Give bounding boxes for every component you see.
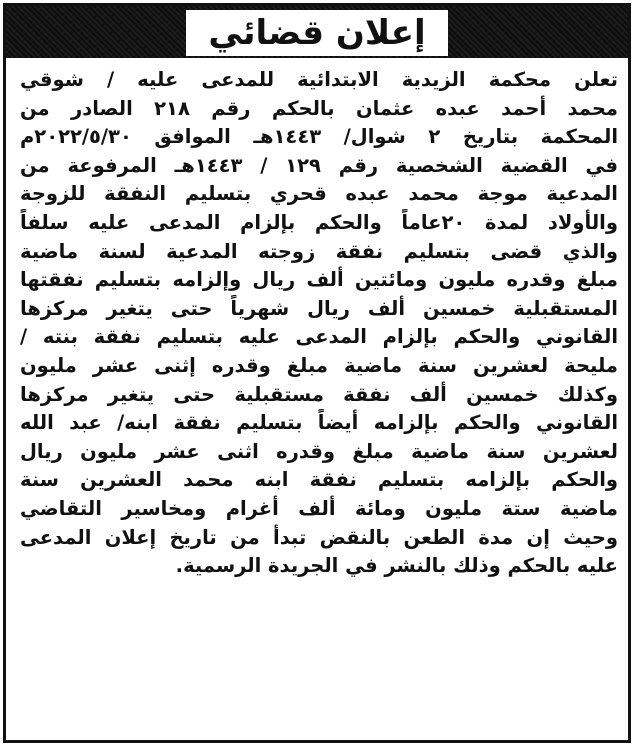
body-line: لعشرين سنة ماضية مبلغ وقدره اثنى عشر مليون ريال xyxy=(20,439,618,463)
notice-body xyxy=(20,66,618,581)
body-line: تعلن محكمة الزيدية الابتدائية للمدعى عليه / شوقي xyxy=(20,68,618,91)
body-line: والذي قضى بتسليم نفقة زوجته المدعية لسنة ماضية xyxy=(20,239,618,263)
body-line: المستقبلية خمسين ألف ريال شهرياً حتى يتغير مركزها xyxy=(20,296,618,320)
body-line: والحكم بإلزامه بتسليم نفقة ابنه محمد العشرين سنة xyxy=(20,468,618,492)
body-line: القانوني والحكم بإلزام المدعى عليه بتسليم نفقة بنته / xyxy=(20,325,618,349)
body-line: مبلغ وقدره مليون ومائتين ألف ريال وإلزامه بتسليم نفقتها xyxy=(20,268,618,292)
notice-frame xyxy=(3,3,631,743)
header-band xyxy=(6,6,628,58)
body-line: المدعية موجة محمد عبده قحري بتسليم النفقة للزوجة xyxy=(20,182,618,206)
body-line: والأولاد لمدة ٢٠عاماً والحكم بإلزام المدعى عليه سلفاً xyxy=(20,210,618,234)
body-line: القانوني والحكم بإلزامه أيضاً بتسليم نفقة ابنه/ عبد الله xyxy=(20,411,618,435)
notice-title: إعلان قضائي xyxy=(186,10,447,56)
body-line: المحكمة بتاريخ ٢ شوال/ ١٤٤٣هـ الموافق ٢٠٢٢/٥/٣٠م xyxy=(20,125,618,149)
body-line: مليحة لعشرين سنة ماضية مبلغ وقدره إثنى عشر مليون xyxy=(20,353,618,377)
body-line: وكذلك خمسين ألف نفقة مستقبلية حتى يتغير مركزها xyxy=(20,382,618,406)
body-line: عليه بالحكم وذلك بالنشر في الجريدة الرسمية. xyxy=(175,554,618,578)
body-line: في القضية الشخصية رقم ١٢٩ / ١٤٤٣هـ المرفوعة من xyxy=(20,153,618,177)
body-line: محمد أحمد عبده عثمان بالحكم رقم ٢١٨ الصادر من xyxy=(20,96,618,120)
body-line: ماضية ستة مليون ومائة ألف أغرام ومخاسير التقاضي xyxy=(20,496,618,520)
body-line: وحيث إن مدة الطعن بالنقض تبدأ من تاريخ إعلان المدعى xyxy=(20,525,618,549)
